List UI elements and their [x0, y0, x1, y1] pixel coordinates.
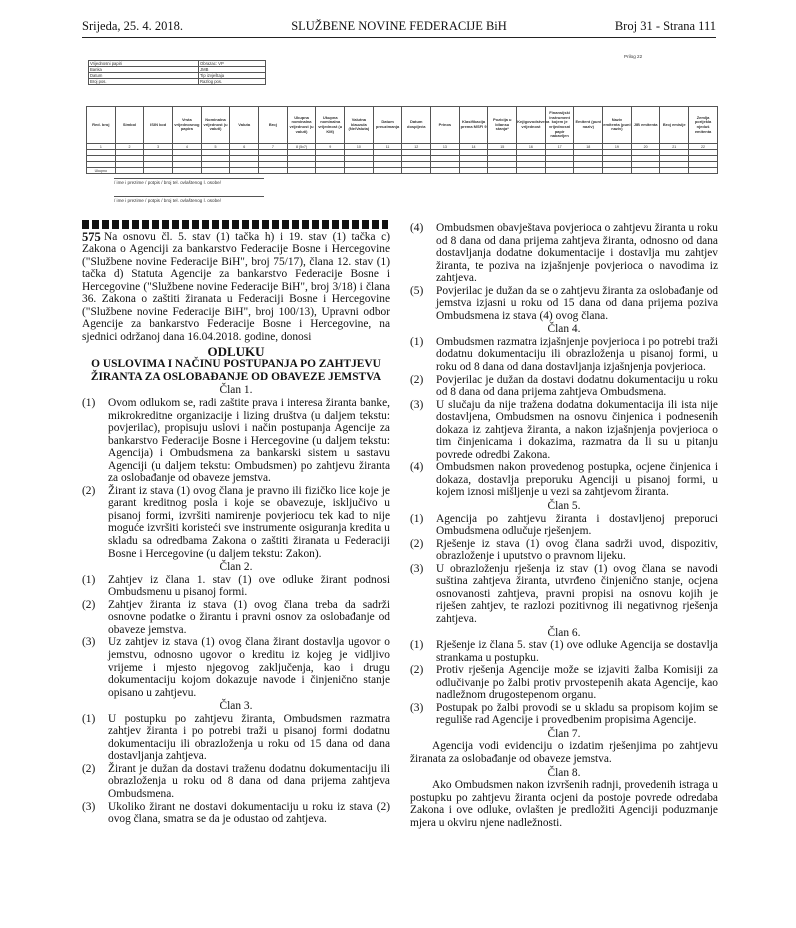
clan-heading: Član 8.: [547, 766, 581, 779]
table-col-number: 14: [459, 144, 488, 150]
table-cell: [259, 168, 288, 174]
table-cell: [115, 168, 144, 174]
clan-5: [410, 500, 718, 625]
table-col-number: 21: [660, 144, 689, 150]
clause-text: Protiv rješenja Agencije može se izjaviti žalba Komisiji za odlučivanje po žalbi protiv prvostepenih akata Agencije, kao nadležnom drugostepenom organu.: [436, 664, 718, 702]
clause-number: (2): [410, 537, 424, 550]
clause-text: Ombudsmen nakon provedenog postupka, ocjene činjenica i dokaza, dostavlja preporuku Agenciji u pisanoj formi, u kojem iznosi mišljenje u vezi sa zahtjevom žiranta.: [436, 461, 718, 499]
clause-text: Ovom odlukom se, radi zaštite prava i interesa žiranta banke, mikrokreditne organizacije i lizing društva (u daljem tekstu: povjerilac), propisuju uslovi i način postupanja Agencije za bankarstvo Federacije Bosne i Hercegovine (u daljem tekstu: Agencija) i Ombudsmena za bankarski sistem u sastavu Agenciji (u daljem tekstu: Ombudsmen) po zahtjevu žiranta za oslobađanje od obaveze jemstva.: [108, 397, 390, 485]
article-number: 575: [82, 230, 101, 244]
table-cell: [287, 168, 316, 174]
clause-text: Ukoliko žirant ne dostavi dokumentaciju u roku iz stava (2) ovog člana, smatra se da je odustao od zahtjeva.: [108, 800, 390, 826]
clause-item: [410, 336, 718, 374]
clause-text: Postupak po žalbi provodi se u skladu sa propisom kojim se reguliše rad Agencije i provedbenim propisima Agencije.: [436, 701, 718, 727]
clause-text: Povjerilac je dužan da dostavi dodatnu dokumentaciju u roku od 8 dana od dana prijema zahtjeva Ombudsmena.: [436, 373, 718, 399]
clause-text: U postupku po zahtjevu žiranta, Ombudsmen razmatra zahtjev žiranta i po potrebi traži u pisanoj formi dodatnu dokumentaciju ili obrazloženja u roku od 15 dana od dana dostavljanja zahtjeva.: [108, 712, 390, 763]
clause-text: Zahtjev žiranta iz stava (1) ovog člana treba da sadrži osnovne podatke o žirantu i pravni osnov za oslobađanje od obaveze jemstva.: [108, 598, 390, 636]
table-cell: [459, 168, 488, 174]
meta-cell: Datum: [89, 73, 199, 79]
table-col-number: 1: [87, 144, 116, 150]
table-header-cell: Red. broj: [87, 107, 116, 144]
clause-item: [410, 285, 718, 323]
page-header: [82, 19, 716, 35]
clan-heading: Član 4.: [547, 323, 581, 336]
table-cell: [201, 168, 230, 174]
clan-7-text: Agencija vodi evidenciju o izdatim rješenjima po zahtjevu žiranata za oslobađanje od obaveze jemstva.: [410, 740, 718, 765]
table-cell: [230, 168, 259, 174]
header-publication: SLUŽBENE NOVINE FEDERACIJE BiH: [291, 19, 507, 33]
header-date: Srijeda, 25. 4. 2018.: [82, 19, 184, 33]
clause-text: Žirant iz stava (1) ovog člana je pravno ili fizičko lice koje je garant kreditnog posla i koje se obavezuje, isključivo u pisanoj formi, izvršiti namirenje povjeriocu tek kad to nije moguće izvršiti koristeći sve instrumente osiguranja kredita u skladu sa odredbama Zakona o zaštiti žiranata u Federaciji Bosne i Hercegovine (u daljem tekstu: Zakon).: [108, 484, 390, 560]
clan-2: [82, 561, 390, 699]
clause-number: (2): [82, 484, 96, 497]
clause-item: [82, 599, 390, 637]
decision-title: ODLUKU: [207, 344, 265, 360]
table-col-number: 2: [115, 144, 144, 150]
clause-number: (5): [410, 284, 424, 297]
table-header-cell: Broj emisije: [660, 107, 689, 144]
table-cell: [144, 168, 173, 174]
right-column: [410, 222, 718, 829]
table-cell: [488, 168, 517, 174]
table-cell: [517, 168, 546, 174]
table-header-cell: Valuta: [230, 107, 259, 144]
clause-number: (4): [410, 222, 424, 234]
clause-item: [410, 664, 718, 702]
clan-4: [410, 323, 718, 499]
table-header-cell: JIB emitenta: [631, 107, 660, 144]
clause-text: Rješenje iz člana 5. stav (1) ove odluke Agencija se dostavlja strankama u postupku.: [436, 639, 718, 664]
table-header-cell: Klasifikacija prema MSFI 9: [459, 107, 488, 144]
securities-table: [86, 106, 718, 174]
clause-number: (3): [82, 636, 96, 649]
clause-text: Zahtjev iz člana 1. stav (1) ove odluke žirant podnosi Ombudsmenu u pisanoj formi.: [108, 573, 390, 599]
clause-text: Žirant je dužan da dostavi traženu dodatnu dokumentaciju ili obrazloženja u roku od 8 dana od dana prijema zahtjeva Ombudsmena.: [108, 762, 390, 800]
table-cell: [545, 168, 574, 174]
form-image: [86, 50, 718, 210]
clan-heading: Član 7.: [547, 727, 581, 740]
clan-heading: Član 2.: [219, 561, 253, 574]
clause-number: (3): [410, 701, 424, 714]
prilog-label: Prilog 22: [624, 54, 643, 59]
table-cell: [631, 168, 660, 174]
clause-text: Agencija po zahtjevu žiranta i dostavljenoj preporuci Ombudsmena odlučuje rješenjem.: [436, 512, 718, 538]
signature-line: [114, 178, 264, 179]
signature-caption: / ime i prezime / potpis / broj tel. ovlaštenog l. osobe/: [114, 198, 221, 203]
clause-number: (3): [82, 800, 96, 813]
clause-item: [82, 763, 390, 801]
table-header-cell: Vrsta vrijednosnog papira: [173, 107, 202, 144]
form-meta-table: [88, 60, 266, 85]
meta-cell: Tip izvještaja: [199, 73, 266, 79]
clause-number: (1): [82, 712, 96, 725]
meta-cell: Broj pos.: [89, 79, 199, 85]
total-label: Ukupno: [87, 168, 116, 174]
table-header-cell: Datum preuzimanja: [373, 107, 402, 144]
clause-item: [82, 397, 390, 485]
table-header-cell: Emitent (puni naziv): [574, 107, 603, 144]
clause-number: (4): [410, 461, 424, 474]
signature-caption: / ime i prezime / potpis / broj tel. ovlaštenog l. osobe/: [114, 180, 221, 185]
clause-item: [82, 485, 390, 560]
table-cell: [373, 168, 402, 174]
table-header-cell: Pozicija u bilansu stanja*: [488, 107, 517, 144]
table-header-cell: Zemlja porijekla njeduš emitenta: [689, 107, 718, 144]
clause-text: Povjerilac je dužan da se o zahtjevu žiranta za oslobađanje od jemstva izjasni u roku od 15 dana od dana prijema poziva Ombudsmena iz stava (4) ovog člana.: [436, 284, 718, 322]
table-header-cell: Knjigovodstvena vrijednost: [517, 107, 546, 144]
table-header-cell: Nominalna vrijednost (u valuti): [201, 107, 230, 144]
separator-dashes: [82, 220, 388, 229]
table-col-number: 17: [545, 144, 574, 150]
table-total-row: [87, 168, 718, 174]
table-col-number: 7: [259, 144, 288, 150]
table-cell: [574, 168, 603, 174]
table-cell: [603, 168, 632, 174]
table-cell: [173, 168, 202, 174]
clause-item: [82, 801, 390, 826]
meta-cell: JMB: [199, 67, 266, 73]
clause-number: (2): [410, 373, 424, 386]
table-col-number: 4: [173, 144, 202, 150]
clause-number: (3): [410, 562, 424, 575]
table-col-number: 12: [402, 144, 431, 150]
meta-cell: Banka: [89, 67, 199, 73]
table-cell: [345, 168, 374, 174]
decision-subtitle: O USLOVIMA I NAČINU POSTUPANJA PO ZAHTJEVU ŽIRANTA ZA OSLOBAĐANJE OD OBAVEZE JEMSTVA: [90, 358, 382, 383]
table-cell: [316, 168, 345, 174]
clause-number: (2): [82, 762, 96, 775]
table-header-cell: Ukupna nominalna vrijednost (u valuti): [287, 107, 316, 144]
header-rule: [82, 37, 716, 38]
clause-item: [82, 574, 390, 599]
clause-item: [82, 636, 390, 699]
meta-cell: Obrazac: VP: [199, 61, 266, 67]
clause-number: (1): [410, 335, 424, 348]
clause-item: [410, 399, 718, 462]
clause-item: [410, 538, 718, 563]
table-col-number: 10: [345, 144, 374, 150]
clause-item: [82, 713, 390, 763]
table-col-number: 6: [230, 144, 259, 150]
header-page-number: Broj 31 - Strana 111: [614, 19, 716, 33]
clause-item: [410, 513, 718, 538]
table-cell: [431, 168, 460, 174]
clan-heading: Član 5.: [547, 500, 581, 513]
clause-text: Ombudsmen razmatra izjašnjenje povjerioca i po potrebi traži dodatnu dokumentaciju ili obrazloženja u pisanoj formi, u roku od 8 dana od dana dostavljanja izjašnjenja povjerioca.: [436, 335, 718, 374]
clan-heading: Član 3.: [219, 700, 253, 713]
clause-text: Ombudsmen obavještava povjerioca o zahtjevu žiranta u roku od 8 dana od dana prijema zahtjeva žiranta, odnosno od dana dostavljanja dodatne dokumentacije i dostavlja mu zahtjev žiranta, te poziva na izjašnjenje povjerioca o navodima iz zahtjeva.: [436, 222, 718, 285]
clause-item: [410, 461, 718, 499]
table-header-cell: Naziv emitenta (puni naziv): [603, 107, 632, 144]
clan-1: [82, 384, 390, 560]
clause-number: (2): [410, 664, 424, 677]
clause-number: (1): [410, 512, 424, 525]
table-col-number: 16: [517, 144, 546, 150]
left-column: [82, 220, 390, 826]
table-header-cell: ISIN kod: [144, 107, 173, 144]
clause-number: (1): [82, 573, 96, 586]
clan-6: [410, 627, 718, 727]
clan-3-part1: [82, 700, 390, 825]
table-header-cell: Datum dospijeća: [402, 107, 431, 144]
clause-text: Uz zahtjev iz stava (1) ovog člana žirant dostavlja ugovor o jemstvu, odnosno ugovor o kreditu iz kojeg je vidljivo vrijeme i mjesto njegovog zaključenja, kao i drugu dokumentaciju kojom dokazuje navode i činjenično stanje opisano u zahtjevu.: [108, 636, 390, 699]
clause-text: U slučaju da nije tražena dodatna dokumentacija ili ista nije dostavljena, Ombudsmen na osnovu činjenica i podnesenih dokaza iz zahtjeva žiranta, a nakon izjašnjenja povjerioca o tim činjenicama i dokazima, razmatra da li su u pitanju povrede odredbi Zakona.: [436, 398, 718, 461]
table-col-number: 20: [631, 144, 660, 150]
clause-text: U obrazloženju rješenja iz stav (1) ovog člana se navodi suština zahtjeva žiranta, utvrđeno činjenično stanje, ocjena osnovanosti zahtjeva, pravni propisi na osnovu kojih je riješen zahtjev, te razlozi pozitivnog ili negativnog rješenja zahtjeva.: [436, 562, 718, 625]
table-header-cell: Valutna klauzula (Ne/Valuta): [345, 107, 374, 144]
clause-item: [410, 563, 718, 626]
clause-text: Rješenje iz stava (1) ovog člana sadrži uvod, dispozitiv, obrazloženje i uputstvo o pravnom lijeku.: [436, 537, 718, 563]
table-cell: [689, 168, 718, 174]
table-col-number: 5: [201, 144, 230, 150]
clan-heading: Član 6.: [547, 626, 581, 639]
clause-item: [410, 639, 718, 664]
table-header-cell: Finansijski instrument kojem je vrijednosni papir nabavljen: [545, 107, 574, 144]
clan-3-part2: [410, 222, 718, 322]
table-col-number: 18: [574, 144, 603, 150]
table-col-number: 11: [373, 144, 402, 150]
clause-item: [410, 222, 718, 285]
table-cell: [402, 168, 431, 174]
table-header-cell: Ukupna nominalna vrijednost (u KM): [316, 107, 345, 144]
preamble: Na osnovu čl. 5. stav (1) tačka h) i 19. stav (1) tačka c) Zakona o Agenciji za bankarstvo Federacije Bosne i Hercegovine ("Službene novine Federacije BiH", broj 75/17), člana 12. stav (1) tačka d) Statuta Agencije za bankarstvo Federacije Bosne i Hercegovine ("Službene novine Federacije BiH", broj 3/18) i člana 36. Zakona o zaštiti žiranata u Federaciji Bosne i Hercegovine ("Službene novine Federacije BiH", broj 100/13), Upravni odbor Agencije za bankarstvo Federacije Bosne i Hercegovine, na sjednici održanoj dana 16.04.2018. godine, donosi: [82, 230, 390, 343]
clause-item: [410, 702, 718, 727]
clause-number: (1): [82, 397, 96, 410]
table-col-number: 19: [603, 144, 632, 150]
table-col-number: 15: [488, 144, 517, 150]
clan-heading: Član 1.: [219, 384, 253, 397]
table-col-number: 8 (5x7): [287, 144, 316, 150]
clause-number: (2): [82, 598, 96, 611]
table-header-cell: Broj: [259, 107, 288, 144]
table-header-cell: Prinos: [431, 107, 460, 144]
table-col-number: 9: [316, 144, 345, 150]
signature-line: [114, 196, 264, 197]
clan-8-text: Ako Ombudsmen nakon izvršenih radnji, provedenih istraga u postupku po zahtjevu žiranta ocjeni da postoje povrede odredaba Zakona i ove odluke, ovlašten je predložiti Agenciji poduzmanje mjera u okviru njene nadležnosti.: [410, 779, 718, 829]
table-cell: [660, 168, 689, 174]
table-col-number: 3: [144, 144, 173, 150]
table-col-number: 22: [689, 144, 718, 150]
meta-cell: Razlog pos.: [199, 79, 266, 85]
clause-number: (1): [410, 639, 424, 652]
meta-cell: Vrijednosni papiri: [89, 61, 199, 67]
table-header-cell: Simbol: [115, 107, 144, 144]
clause-item: [410, 374, 718, 399]
clause-number: (3): [410, 398, 424, 411]
table-col-number: 13: [431, 144, 460, 150]
